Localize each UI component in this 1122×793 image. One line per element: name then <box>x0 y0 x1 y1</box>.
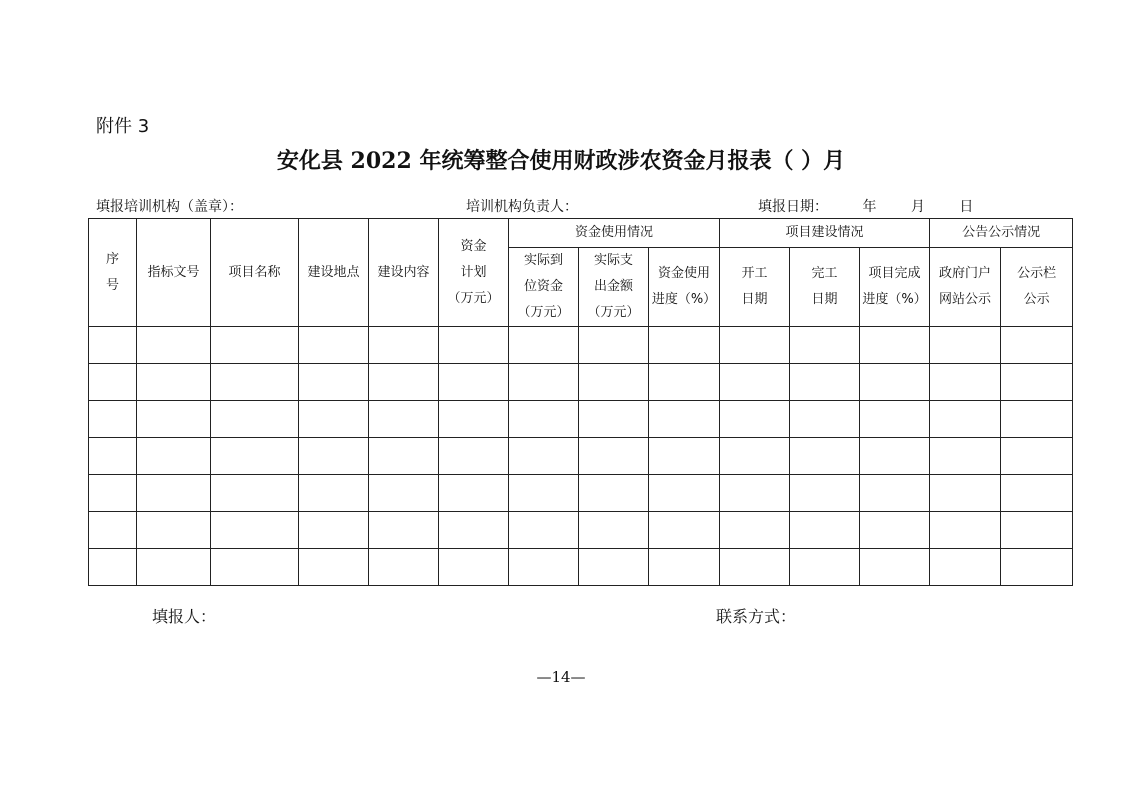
table-cell <box>299 401 369 438</box>
table-cell <box>137 475 211 512</box>
table-cell <box>89 401 137 438</box>
table-cell <box>299 475 369 512</box>
table-cell <box>509 438 579 475</box>
table-cell <box>299 512 369 549</box>
table-cell <box>137 401 211 438</box>
table-cell <box>509 475 579 512</box>
header-content: 建设内容 <box>369 219 439 327</box>
table-cell <box>1001 475 1073 512</box>
table-cell <box>369 401 439 438</box>
table-cell <box>930 364 1001 401</box>
fill-date-field <box>758 196 973 216</box>
table-cell <box>720 549 790 586</box>
header-group-project: 项目建设情况 <box>720 219 930 248</box>
table-cell <box>720 475 790 512</box>
table-cell <box>89 549 137 586</box>
table-cell <box>211 549 299 586</box>
table-cell <box>137 438 211 475</box>
table-cell <box>89 438 137 475</box>
table-cell <box>369 475 439 512</box>
table-cell <box>211 475 299 512</box>
table-cell <box>790 327 860 364</box>
header-actual-out: 实际支 出金额 （万元） <box>579 248 649 327</box>
header-group-fund-usage: 资金使用情况 <box>509 219 720 248</box>
table-cell <box>211 364 299 401</box>
table-body <box>89 327 1073 586</box>
table-row <box>89 401 1073 438</box>
table-cell <box>439 549 509 586</box>
header-location: 建设地点 <box>299 219 369 327</box>
table-row <box>89 549 1073 586</box>
header-actual-in: 实际到 位资金 （万元） <box>509 248 579 327</box>
table-cell <box>137 549 211 586</box>
table-cell <box>369 364 439 401</box>
table-cell <box>649 401 720 438</box>
table-cell <box>211 327 299 364</box>
header-doc-number: 指标文号 <box>137 219 211 327</box>
table-cell <box>509 364 579 401</box>
table-cell <box>579 364 649 401</box>
header-project-name: 项目名称 <box>211 219 299 327</box>
table-cell <box>299 364 369 401</box>
date-year: 年 <box>862 199 877 215</box>
table-cell <box>439 327 509 364</box>
table-row <box>89 438 1073 475</box>
contact-field: 联系方式： <box>716 607 797 626</box>
date-day: 日 <box>959 199 974 215</box>
table-cell <box>137 364 211 401</box>
table-cell <box>579 512 649 549</box>
table-cell <box>720 438 790 475</box>
filler-field: 填报人： <box>152 607 217 626</box>
table-cell <box>930 327 1001 364</box>
table-cell <box>509 401 579 438</box>
table-cell <box>579 438 649 475</box>
table-cell <box>790 512 860 549</box>
table-cell <box>1001 512 1073 549</box>
table-row <box>89 364 1073 401</box>
table-cell <box>579 549 649 586</box>
table-cell <box>439 475 509 512</box>
table-cell <box>649 549 720 586</box>
table-cell <box>369 549 439 586</box>
page-title: 安化县 2022 年统筹整合使用财政涉农资金月报表（ ）月 <box>276 148 846 174</box>
table-cell <box>860 438 930 475</box>
table-cell <box>790 364 860 401</box>
table-cell <box>930 512 1001 549</box>
table-cell <box>1001 327 1073 364</box>
attachment-label: 附件 3 <box>96 116 150 137</box>
table-cell <box>930 438 1001 475</box>
table-cell <box>369 512 439 549</box>
table-cell <box>860 549 930 586</box>
header-finish-date: 完工 日期 <box>790 248 860 327</box>
table-cell <box>930 475 1001 512</box>
table-cell <box>790 438 860 475</box>
table-cell <box>649 364 720 401</box>
table-cell <box>720 401 790 438</box>
table-cell <box>137 327 211 364</box>
header-board: 公示栏 公示 <box>1001 248 1073 327</box>
table-cell <box>860 512 930 549</box>
table-cell <box>930 401 1001 438</box>
table-cell <box>1001 549 1073 586</box>
date-month: 月 <box>910 199 925 215</box>
table-cell <box>369 327 439 364</box>
table-cell <box>89 475 137 512</box>
table-cell <box>509 549 579 586</box>
header-fund-progress: 资金使用 进度（%） <box>649 248 720 327</box>
header-gov-site: 政府门户 网站公示 <box>930 248 1001 327</box>
table-cell <box>439 438 509 475</box>
table-cell <box>720 327 790 364</box>
header-seq: 序 号 <box>89 219 137 327</box>
table-cell <box>790 475 860 512</box>
table-cell <box>89 327 137 364</box>
table-cell <box>1001 364 1073 401</box>
table-cell <box>439 401 509 438</box>
monthly-report-table <box>88 218 1073 586</box>
table-cell <box>860 364 930 401</box>
table-cell <box>860 401 930 438</box>
table-row <box>89 475 1073 512</box>
table-cell <box>137 512 211 549</box>
table-cell <box>211 438 299 475</box>
org-stamp-field: 填报培训机构（盖章）： <box>96 199 243 215</box>
table-cell <box>720 364 790 401</box>
table-cell <box>649 475 720 512</box>
table-cell <box>299 327 369 364</box>
header-fund-plan: 资金 计划 （万元） <box>439 219 509 327</box>
table-cell <box>439 364 509 401</box>
table-cell <box>860 327 930 364</box>
table-cell <box>89 512 137 549</box>
table-cell <box>369 438 439 475</box>
date-label: 填报日期： <box>758 199 828 215</box>
page-number: —14— <box>536 668 586 686</box>
table-cell <box>649 327 720 364</box>
table-cell <box>790 549 860 586</box>
table-cell <box>299 438 369 475</box>
table-cell <box>509 512 579 549</box>
table-cell <box>860 475 930 512</box>
table-cell <box>439 512 509 549</box>
table-cell <box>649 512 720 549</box>
table-cell <box>89 364 137 401</box>
table-cell <box>790 401 860 438</box>
org-head-field: 培训机构负责人： <box>466 199 578 215</box>
table-cell <box>1001 438 1073 475</box>
header-start-date: 开工 日期 <box>720 248 790 327</box>
table-row <box>89 512 1073 549</box>
table-cell <box>579 327 649 364</box>
table-cell <box>930 549 1001 586</box>
header-group-public: 公告公示情况 <box>930 219 1073 248</box>
table-cell <box>509 327 579 364</box>
header-project-progress: 项目完成 进度（%） <box>860 248 930 327</box>
table-cell <box>211 512 299 549</box>
table-cell <box>1001 401 1073 438</box>
table-cell <box>649 438 720 475</box>
table-cell <box>299 549 369 586</box>
table-cell <box>579 475 649 512</box>
table-cell <box>211 401 299 438</box>
table-cell <box>579 401 649 438</box>
table-row <box>89 327 1073 364</box>
table-cell <box>720 512 790 549</box>
